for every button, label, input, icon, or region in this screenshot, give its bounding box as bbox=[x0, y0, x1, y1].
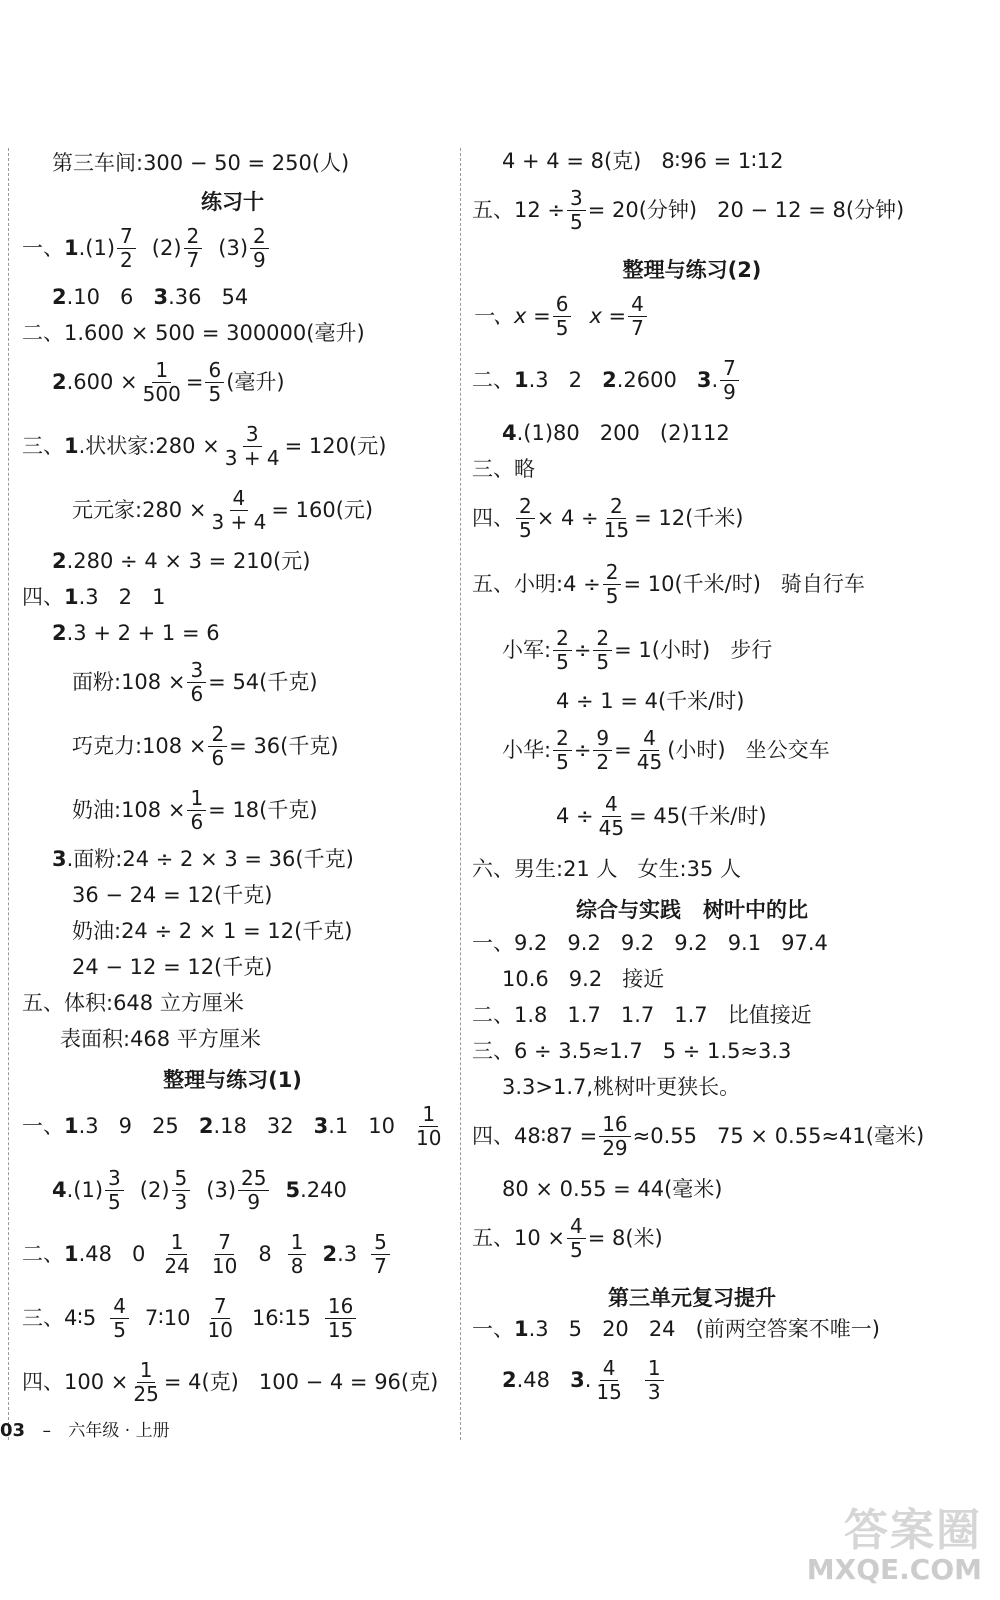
right-margin-rule bbox=[460, 148, 461, 1440]
fraction: $\frac{5}{7}$ bbox=[371, 1232, 390, 1277]
fraction: $\frac{2}{5}$ bbox=[593, 628, 612, 673]
fraction: $\frac{4}{45}$ bbox=[636, 725, 663, 774]
answer-line: 2 .10 6 3 .36 54 bbox=[52, 284, 249, 309]
fraction: $\frac{1}{3}$ bbox=[645, 1358, 664, 1403]
answer-line: 奶油:108 × $\frac{1}{6}$ = 18(千克) bbox=[72, 785, 318, 834]
page-number: 03 bbox=[0, 1420, 26, 1441]
fraction: $\frac{3}{5}$ bbox=[105, 1168, 124, 1213]
answer-line: 奶油:24 ÷ 2 × 1 = 12(千克) bbox=[72, 918, 353, 943]
fraction: $\frac{6}{5}$ bbox=[553, 294, 572, 339]
fraction: $\frac{2}{15}$ bbox=[603, 493, 630, 542]
book-label: 六年级 · 上册 bbox=[68, 1421, 170, 1441]
fraction: $\frac{4}{5}$ bbox=[567, 1216, 586, 1261]
fraction: $\frac{1}{8}$ bbox=[288, 1232, 307, 1277]
answer-line: 五、12 ÷ $\frac{3}{5}$ = 20(分钟) 20 − 12 = 8(分钟) bbox=[472, 185, 905, 234]
fraction: $\frac{1}{10}$ bbox=[416, 1101, 442, 1150]
answer-line: 2 .3 + 2 + 1 = 6 bbox=[52, 620, 220, 645]
answer-line: 4 .(1)80 200 (2)112 bbox=[502, 420, 730, 445]
fraction: $\frac{7}{10}$ bbox=[207, 1293, 233, 1342]
section-heading: 练习十 bbox=[201, 190, 264, 214]
watermark-logo: 答案圈 MXQE.COM bbox=[806, 1505, 982, 1586]
fraction: $\frac{3}{5}$ bbox=[567, 188, 586, 233]
page-footer bbox=[0, 1416, 170, 1441]
section-heading: 整理与练习(1) bbox=[163, 1068, 302, 1092]
fraction: $\frac{2}{5}$ bbox=[603, 562, 622, 607]
answer-line: 二、1.8 1.7 1.7 1.7 比值接近 bbox=[472, 1002, 812, 1027]
fraction: $\frac{2}{5}$ bbox=[553, 728, 572, 773]
section-heading: 综合与实践 树叶中的比 bbox=[576, 898, 808, 922]
fraction: $\frac{2}{5}$ bbox=[516, 496, 535, 541]
answer-line: 一、 1 .3 9 25 2 .18 32 3 .1 10 $\frac{1}{10}$ bbox=[22, 1098, 447, 1154]
answer-line: 10.6 9.2 接近 bbox=[502, 966, 665, 991]
fraction: $\frac{1}{24}$ bbox=[164, 1229, 190, 1278]
answer-line: 3.3>1.7,桃树叶更狭长。 bbox=[502, 1074, 741, 1099]
answer-line: 元元家:280 × $\frac{4}{3 + 4}$ = 160(元) bbox=[72, 485, 374, 534]
answer-line: 四、48∶87 = $\frac{16}{29}$ ≈0.55 75 × 0.55≈41(毫米) bbox=[472, 1111, 925, 1160]
answer-line: 二、1.600 × 500 = 300000(毫升) bbox=[22, 320, 365, 345]
fraction: $\frac{2}{9}$ bbox=[250, 226, 269, 271]
fraction: $\frac{9}{2}$ bbox=[593, 728, 612, 773]
answer-line: 4 ÷ $\frac{4}{45}$ = 45(千米/时) bbox=[556, 791, 767, 840]
fraction: $\frac{3}{6}$ bbox=[187, 660, 206, 705]
fraction: $\frac{16}{29}$ bbox=[599, 1114, 630, 1159]
answer-line: 三、 1 .状状家:280 × $\frac{3}{3 + 4}$ = 120(元) bbox=[22, 421, 387, 470]
fraction: $\frac{6}{5}$ bbox=[205, 360, 224, 405]
answer-line: 二、 1 .3 2 2 .2600 3 . $\frac{7}{9}$ bbox=[472, 352, 741, 408]
answer-line: 三、4∶5 $\frac{4}{5}$ 7∶10 $\frac{7}{10}$ 16∶15 $\frac{16}{15}$ bbox=[22, 1290, 358, 1346]
fraction: $\frac{4}{7}$ bbox=[628, 294, 647, 339]
section-heading: 整理与练习(2) bbox=[622, 258, 762, 282]
answer-line: 小军: $\frac{2}{5}$ ÷ $\frac{2}{5}$ = 1(小时) 步行 bbox=[502, 625, 773, 674]
fraction: $\frac{16}{15}$ bbox=[325, 1296, 356, 1341]
answer-line: 一、9.2 9.2 9.2 9.2 9.1 97.4 bbox=[472, 930, 828, 955]
left-column bbox=[0, 0, 465, 1430]
answer-line: 四、 1 .3 2 1 bbox=[22, 584, 166, 609]
fraction: $\frac{3}{3 + 4}$ bbox=[224, 421, 280, 470]
answer-line: 2 .280 ÷ 4 × 3 = 210(元) bbox=[52, 548, 311, 573]
answer-line: 巧克力:108 × $\frac{2}{6}$ = 36(千克) bbox=[72, 721, 339, 770]
section-heading: 第三单元复习提升 bbox=[608, 1286, 776, 1310]
answer-line: 4 .(1) $\frac{3}{5}$ (2) $\frac{5}{3}$ (3) $\frac{25}{9}$ 5 .240 bbox=[52, 1165, 347, 1214]
fraction: $\frac{1}{500}$ bbox=[142, 357, 181, 406]
answer-line: 面粉:108 × $\frac{3}{6}$ = 54(千克) bbox=[72, 657, 318, 706]
right-column bbox=[468, 0, 1000, 1430]
fraction: $\frac{1}{25}$ bbox=[133, 1357, 159, 1406]
answer-line: 五、10 × $\frac{4}{5}$ = 8(米) bbox=[472, 1213, 663, 1262]
answer-line: 六、男生:21 人 女生:35 人 bbox=[472, 856, 741, 881]
footer-dash: – bbox=[42, 1421, 51, 1441]
answer-line: 四、 $\frac{2}{5}$ × 4 ÷ $\frac{2}{15}$ = 12(千米) bbox=[472, 493, 744, 542]
fraction: $\frac{7}{10}$ bbox=[211, 1229, 238, 1278]
answer-line: 小华: $\frac{2}{5}$ ÷ $\frac{9}{2}$ = $\frac{4}{45}$ (小时) 坐公交车 bbox=[502, 725, 830, 774]
answer-line: 三、6 ÷ 3.5≈1.7 5 ÷ 1.5≈3.3 bbox=[472, 1038, 792, 1063]
answer-line: 24 − 12 = 12(千克) bbox=[72, 954, 273, 979]
fraction: $\frac{4}{5}$ bbox=[110, 1296, 129, 1341]
answer-line: 2 .600 × $\frac{1}{500}$ = $\frac{6}{5}$ (毫升) bbox=[52, 357, 285, 406]
answer-line: 一、 1 .(1) $\frac{7}{2}$ (2) $\frac{2}{7}$ (3) $\frac{2}{9}$ bbox=[22, 220, 271, 276]
answer-line: 五、体积:648 立方厘米 bbox=[22, 990, 244, 1015]
answer-line: 3 .面粉:24 ÷ 2 × 3 = 36(千克) bbox=[52, 846, 354, 871]
answer-line: 4 ÷ 1 = 4(千米/时) bbox=[556, 688, 745, 713]
answer-line: 2 .48 3 . $\frac{4}{15}$ $\frac{1}{3}$ bbox=[502, 1352, 666, 1408]
fraction: $\frac{4}{3 + 4}$ bbox=[211, 485, 267, 534]
answer-line: 表面积:468 平方厘米 bbox=[60, 1026, 261, 1051]
fraction: $\frac{2}{5}$ bbox=[553, 628, 572, 673]
answer-line: 二、 1 .48 0 $\frac{1}{24}$ $\frac{7}{10}$ 8 $\frac{1}{8}$ 2 .3 $\frac{5}{7}$ bbox=[22, 1226, 392, 1282]
fraction: $\frac{1}{6}$ bbox=[187, 788, 206, 833]
answer-line: 80 × 0.55 = 44(毫米) bbox=[502, 1176, 723, 1201]
answer-line: 一、 1 .3 5 20 24 (前两空答案不唯一) bbox=[472, 1316, 880, 1341]
fraction: $\frac{2}{7}$ bbox=[184, 226, 203, 271]
fraction: $\frac{4}{45}$ bbox=[598, 791, 625, 840]
answer-line: 四、100 × $\frac{1}{25}$ = 4(克) 100 − 4 = 96(克) bbox=[22, 1357, 439, 1406]
fraction: $\frac{7}{9}$ bbox=[720, 358, 739, 403]
answer-line: 一、x = $\frac{6}{5}$ x = $\frac{4}{7}$ bbox=[472, 288, 649, 344]
answer-line: 三、略 bbox=[472, 456, 535, 481]
answer-line: 五、小明:4 ÷ $\frac{2}{5}$ = 10(千米/时) 骑自行车 bbox=[472, 559, 865, 608]
fraction: $\frac{7}{2}$ bbox=[117, 226, 136, 271]
fraction: $\frac{25}{9}$ bbox=[238, 1168, 269, 1213]
fraction: $\frac{4}{15}$ bbox=[596, 1355, 622, 1404]
fraction: $\frac{2}{6}$ bbox=[208, 724, 227, 769]
answer-line: 第三车间:300 − 50 = 250(人) bbox=[52, 150, 350, 175]
fraction: $\frac{5}{3}$ bbox=[172, 1168, 191, 1213]
answer-line: 4 + 4 = 8(克) 8∶96 = 1∶12 bbox=[502, 148, 784, 173]
answer-line: 36 − 24 = 12(千克) bbox=[72, 882, 273, 907]
